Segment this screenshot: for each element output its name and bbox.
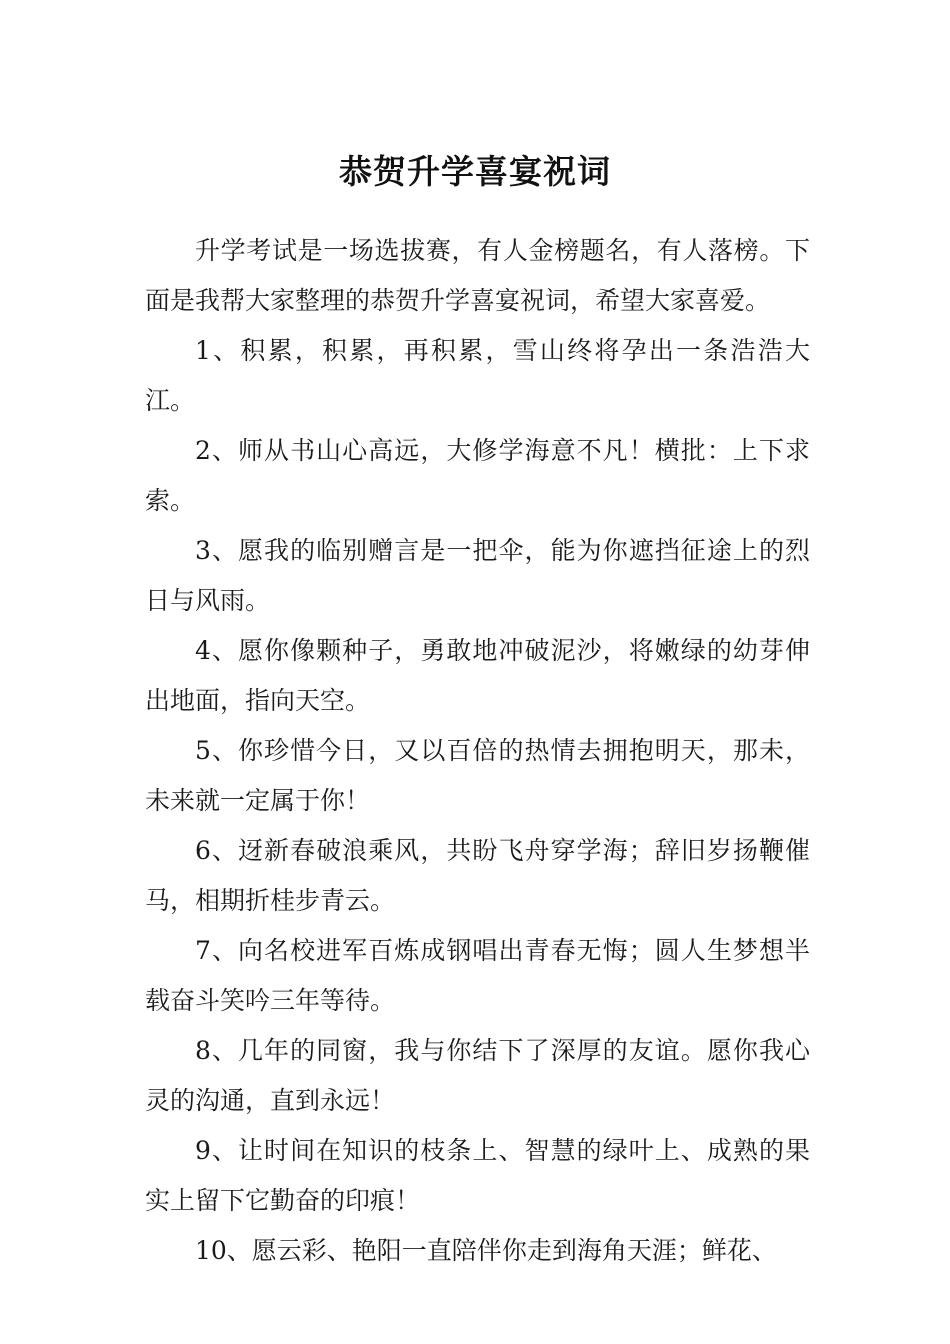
wish-item-3: 3、愿我的临别赠言是一把伞，能为你遮挡征途上的烈日与风雨。: [145, 536, 810, 615]
document-body: [145, 226, 810, 1276]
wish-item-8: 8、几年的同窗，我与你结下了深厚的友谊。愿你我心灵的沟通，直到永远！: [145, 1036, 810, 1115]
wish-item-7: 7、向名校进军百炼成钢唱出青春无悔；圆人生梦想半载奋斗笑吟三年等待。: [145, 936, 810, 1015]
intro-paragraph: 升学考试是一场选拔赛，有人金榜题名，有人落榜。下面是我帮大家整理的恭贺升学喜宴祝词，希望大家喜爱。: [145, 236, 810, 315]
wish-item-1: 1、积累，积累，再积累，雪山终将孕出一条浩浩大江。: [145, 336, 810, 415]
wish-item-9: 9、让时间在知识的枝条上、智慧的绿叶上、成熟的果实上留下它勤奋的印痕！: [145, 1136, 810, 1215]
wish-item-10: 10、愿云彩、艳阳一直陪伴你走到海角天涯；鲜花、: [195, 1236, 777, 1265]
wish-item-4: 4、愿你像颗种子，勇敢地冲破泥沙，将嫩绿的幼芽伸出地面，指向天空。: [145, 636, 810, 715]
wish-item-2: 2、师从书山心高远，大修学海意不凡！横批：上下求索。: [145, 436, 810, 515]
document-title: 恭贺升学喜宴祝词: [339, 152, 611, 192]
wish-item-6: 6、迓新春破浪乘风，共盼飞舟穿学海；辞旧岁扬鞭催马，相期折桂步青云。: [145, 836, 810, 915]
wish-item-5: 5、你珍惜今日，又以百倍的热情去拥抱明天，那未，未来就一定属于你！: [145, 736, 810, 815]
